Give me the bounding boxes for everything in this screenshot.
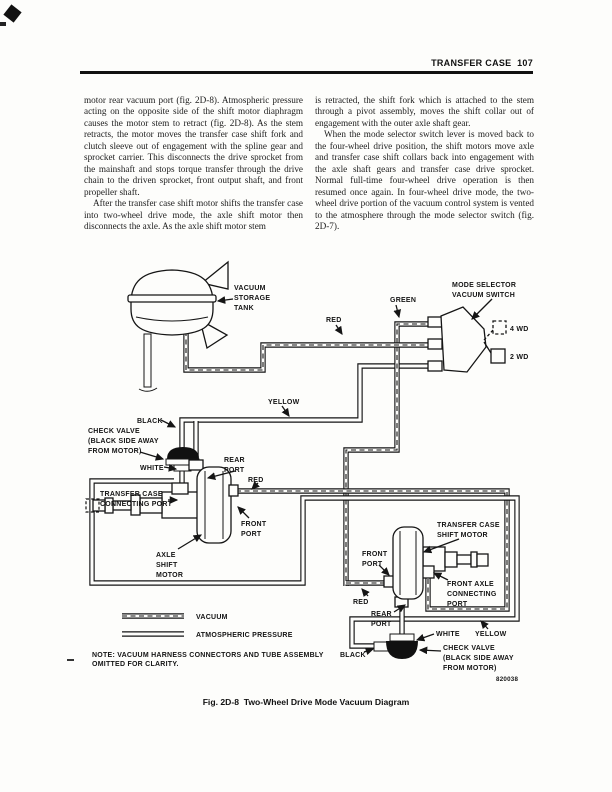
red-label-right: RED (353, 599, 369, 606)
svg-text:PORT: PORT (224, 467, 245, 474)
svg-text:PORT: PORT (362, 561, 383, 568)
4wd-label: 4 WD (510, 326, 529, 333)
svg-text:CONNECTING PORT: CONNECTING PORT (100, 501, 173, 508)
black-label-left: BLACK (137, 418, 163, 425)
page-header-title: TRANSFER CASE 107 (431, 58, 533, 68)
transfer-case-connecting-port (172, 483, 188, 494)
legend-atmospheric-label: ATMOSPHERIC PRESSURE (196, 632, 293, 639)
rear-port-right-label: REAR (371, 611, 392, 618)
paragraph: When the mode selector switch lever is moved back to the four-wheel drive position, the shift motors move axle and transfer case shift collars back into engagement with the axle shaft gears and transfer case drive sprocket. Normal full-time four-wheel drive operation is then resumed once again. In four-wheel drive mode, the two-wheel drive portion of the vacuum control system is vented to the atmosphere through the mode selector switch (fig. 2D-7). (315, 129, 534, 231)
svg-text:STORAGE: STORAGE (234, 295, 271, 302)
svg-text:FROM MOTOR): FROM MOTOR) (443, 665, 497, 672)
front-port-right-label: FRONT (362, 551, 388, 558)
svg-text:SHIFT MOTOR: SHIFT MOTOR (437, 532, 488, 539)
mode-selector-label: MODE SELECTOR (452, 282, 517, 289)
paragraph: is retracted, the shift fork which is attached to the stem through a pivot assembly, moves the shift collar out of engagement with the outer axle shaft gear. (315, 95, 534, 128)
4wd-indicator (493, 321, 506, 334)
white-label-left: WHITE (140, 465, 164, 472)
yellow-label-left: YELLOW (268, 399, 300, 406)
svg-text:PORT: PORT (241, 531, 262, 538)
2wd-label: 2 WD (510, 354, 529, 361)
mode-selector-vacuum-switch (428, 307, 506, 372)
vacuum-storage-tank-label: VACUUM (234, 285, 266, 292)
red-label-mid: RED (248, 477, 264, 484)
svg-text:MOTOR: MOTOR (156, 572, 184, 579)
rear-port-left (189, 460, 203, 470)
callout-arrows (140, 299, 492, 652)
legend-vacuum-label: VACUUM (196, 614, 228, 621)
rear-port-left-label: REAR (224, 457, 245, 464)
front-port-left-label: FRONT (241, 521, 267, 528)
svg-text:PORT: PORT (371, 621, 392, 628)
illustration-code: 820038 (496, 676, 519, 683)
black-label-right: BLACK (340, 652, 366, 659)
front-port-left (229, 485, 238, 496)
check-valve-left-label: CHECK VALVE (88, 428, 140, 435)
svg-text:VACUUM SWITCH: VACUUM SWITCH (452, 292, 516, 299)
note-line-1: NOTE: VACUUM HARNESS CONNECTORS AND TUBE ASSEMBLY (92, 652, 324, 659)
legend (122, 614, 293, 639)
white-label-right: WHITE (436, 631, 460, 638)
transfer-case-connecting-port-label: TRANSFER CASE (100, 491, 163, 498)
svg-text:TANK: TANK (234, 305, 254, 312)
check-valve-right (374, 634, 418, 659)
check-valve-right-label: CHECK VALVE (443, 645, 495, 652)
red-label-top: RED (326, 317, 342, 324)
svg-text:SHIFT: SHIFT (156, 562, 178, 569)
2wd-indicator (491, 349, 505, 363)
yellow-label-right: YELLOW (475, 631, 507, 638)
transfer-case-shift-motor-label: TRANSFER CASE (437, 522, 500, 529)
svg-text:(BLACK SIDE AWAY: (BLACK SIDE AWAY (88, 438, 159, 445)
paragraph: After the transfer case shift motor shifts the transfer case into two-wheel drive mode, the axle shift motor then disconnects the axle. As the axle shift motor stem (84, 198, 303, 231)
svg-text:(BLACK SIDE AWAY: (BLACK SIDE AWAY (443, 655, 514, 662)
green-label: GREEN (390, 297, 417, 304)
svg-text:FROM MOTOR): FROM MOTOR) (88, 448, 142, 455)
axle-shift-motor-label: AXLE (156, 552, 176, 559)
svg-text:PORT: PORT (447, 601, 468, 608)
paragraph: motor rear vacuum port (fig. 2D-8). Atmospheric pressure acting on the opposite side of the shift motor diaphragm causes the motor stem to retract (fig. 2D-8). As the stem retracts, the motor moves the transfer case shift fork and clutch sleeve out of engagement with the spline gear and sprocket carrier. This disconnects the drive sprocket from the mainshaft and stops torque transfer through the drive chain to the driven sprocket, front output shaft, and front propeller shaft. (84, 95, 303, 197)
front-axle-connecting-port-label: FRONT AXLE (447, 581, 494, 588)
svg-text:CONNECTING: CONNECTING (447, 591, 497, 598)
note-line-2: OMITTED FOR CLARITY. (92, 661, 179, 668)
figure-caption: Fig. 2D-8 Two-Wheel Drive Mode Vacuum Diagram (202, 697, 410, 707)
